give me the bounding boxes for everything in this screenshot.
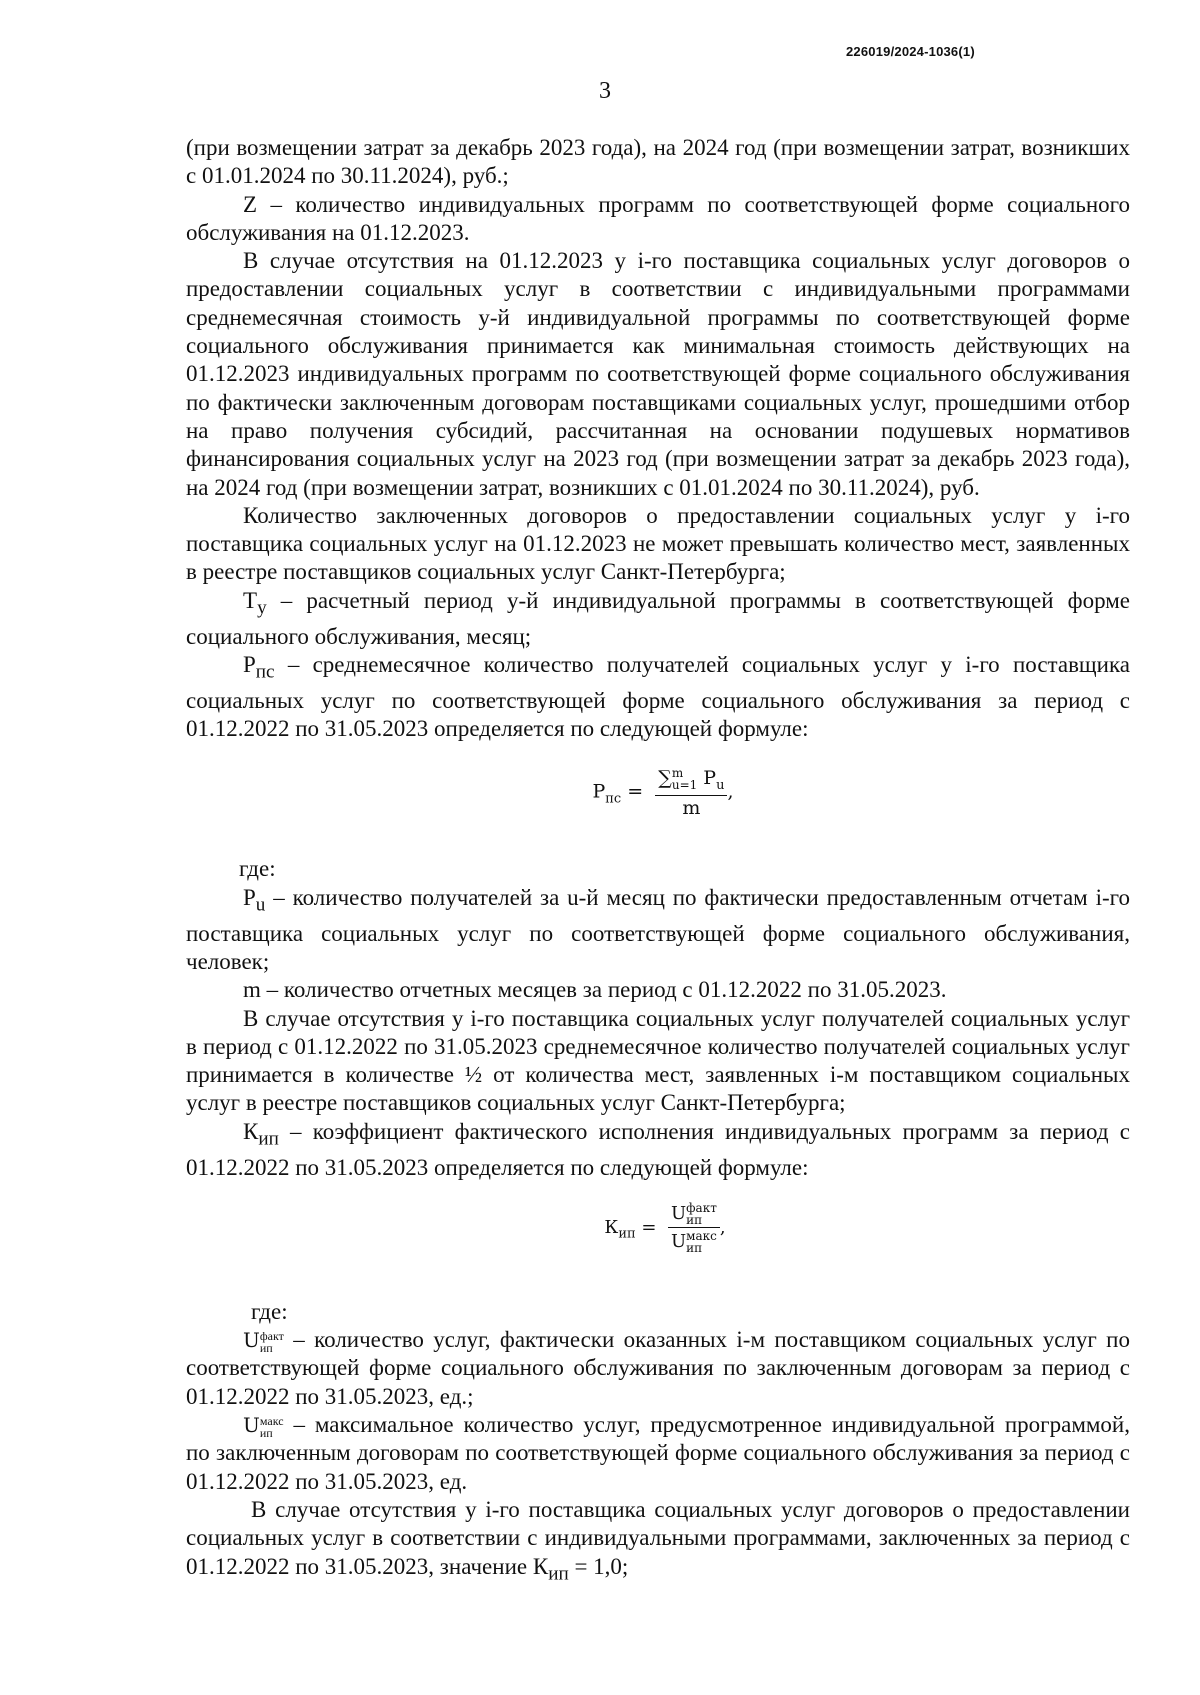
symbol-k-ip: К: [243, 1118, 259, 1144]
symbol-k-ip-sub: ип: [258, 1128, 279, 1150]
formula1-denominator: m: [682, 796, 701, 819]
paragraph-10: [186, 1118, 1130, 1182]
formula2-den-symbol: U: [670, 1230, 687, 1252]
formula2-num-sub: ип: [686, 1212, 703, 1227]
formula2-fraction: [668, 1202, 720, 1254]
paragraph-1: (при возмещении затрат за декабрь 2023 года), на 2024 год (при возмещении затрат, возникших с 01.01.2024 по 30.11.2024), руб.;: [186, 135, 1130, 189]
formula1-sum-limits: [672, 767, 697, 791]
paragraph-6-text: – среднемесячное количество получателей социальных услуг у i-го поставщика социальных услуг по соответствующей форме социального обслуживания за период с 01.12.2022 по 31.05.2023 определяется по следующей формуле:: [186, 651, 1130, 742]
formula2-num-sup: факт: [686, 1200, 717, 1215]
paragraph-6: [186, 651, 1130, 743]
formula1-numerator: [655, 767, 727, 795]
formula1-lhs-sub: пс: [605, 791, 622, 807]
symbol-u-fact-indices: [260, 1330, 284, 1354]
formula-execution-coefficient: [186, 1202, 1130, 1264]
paragraph-13-text: В случае отсутствия у i-го поставщика социальных услуг договоров о предоставлении социальных услуг в соответствии с индивидуальными программами, заключенных за период с 01.12.2022 по 31.05.2023, значение К: [186, 1496, 1130, 1579]
formula1-sum-sign: ∑: [658, 767, 672, 790]
formula1-sum-upper: m: [671, 766, 684, 781]
symbol-u-fact: U: [243, 1328, 260, 1353]
paragraph-13-sub: ип: [548, 1563, 569, 1585]
paragraph-5: [186, 587, 1130, 651]
paragraph-2: Z – количество индивидуальных программ по соответствующей форме социального обслуживания на 01.12.2023.: [186, 191, 1130, 245]
formula2-lhs: К: [604, 1216, 619, 1238]
symbol-u-max: U: [243, 1413, 260, 1438]
paragraph-11-text: – количество услуг, фактически оказанных i-м поставщиком социальных услуг по соответствующей форме социального обслуживания по заключенным договорам за период с 01.12.2022 по 31.05.2023, ед.;: [186, 1327, 1130, 1409]
formula2-denominator: [668, 1228, 720, 1254]
symbol-t-sub: у: [257, 597, 267, 619]
paragraph-11: [186, 1326, 1130, 1411]
formula1-lhs: P: [592, 780, 606, 803]
formula2-den-indices: [686, 1230, 717, 1254]
formula2-equals: =: [635, 1216, 663, 1238]
where-label-1: где:: [239, 856, 276, 882]
formula2-numerator: [668, 1202, 720, 1228]
paragraph-5-text: – расчетный период у-й индивидуальной программы в соответствующей форме социального обслуживания, месяц;: [186, 587, 1130, 649]
symbol-p-ps: Р: [243, 651, 256, 677]
formula2-lhs-sub: ип: [618, 1226, 636, 1242]
formula2-num-symbol: U: [670, 1202, 687, 1224]
formula1-term-sub: u: [716, 778, 725, 794]
symbol-u-max-sub: ип: [259, 1425, 273, 1440]
formula2-num-indices: [686, 1202, 717, 1226]
formula2-den-sub: ип: [686, 1240, 703, 1255]
document-body: [186, 134, 1130, 1588]
paragraph-12: [186, 1411, 1130, 1496]
paragraph-8: m – количество отчетных месяцев за период с 01.12.2022 по 31.05.2023.: [243, 977, 947, 1003]
paragraph-9: В случае отсутствия у i-го поставщика социальных услуг получателей социальных услуг в период с 01.12.2022 по 31.05.2023 среднемесячное количество получателей социальных услуг принимается в количестве ½ от количества мест, заявленных i-м поставщиком социальных услуг в реестре поставщиков социальных услуг Санкт-Петербурга;: [186, 1005, 1130, 1116]
paragraph-7-text: – количество получателей за u-й месяц по фактически предоставленным отчетам i-го поставщика социальных услуг по соответствующей форме социального обслуживания, человек;: [186, 884, 1130, 974]
paragraph-13: [186, 1496, 1130, 1588]
formula1-equals: =: [621, 780, 650, 803]
formula1-tail: ,: [727, 780, 734, 803]
symbol-p-u-sub: u: [255, 894, 266, 916]
symbol-u-max-sup: макс: [259, 1413, 284, 1428]
formula1-fraction: [655, 767, 727, 818]
formula2-tail: ,: [719, 1216, 726, 1238]
symbol-t: Т: [243, 587, 258, 613]
symbol-u-fact-sub: ип: [259, 1340, 273, 1355]
paragraph-4: Количество заключенных договоров о предоставлении социальных услуг у i-го поставщика социальных услуг на 01.12.2023 не может превышать количество мест, заявленных в реестре поставщиков социальных услуг Санкт-Петербурга;: [186, 502, 1130, 585]
symbol-p-u: P: [243, 884, 256, 910]
paragraph-10-text: – коэффициент фактического исполнения индивидуальных программ за период с 01.12.2022 по 31.05.2023 определяется по следующей формуле:: [186, 1118, 1130, 1180]
formula-average-recipients: [186, 767, 1130, 823]
symbol-p-ps-sub: пс: [255, 661, 275, 683]
formula1-term: P: [697, 767, 717, 790]
where-label-2: где:: [251, 1298, 288, 1324]
formula1-sum-lower: u=1: [671, 778, 698, 793]
symbol-u-max-indices: [260, 1415, 284, 1439]
formula2-den-sup: макс: [686, 1228, 717, 1243]
paragraph-13-end: = 1,0;: [568, 1553, 629, 1579]
paragraph-12-text: – максимальное количество услуг, предусмотренное индивидуальной программой, по заключенным договорам по соответствующей форме социального обслуживания за период с 01.12.2022 по 31.05.2023, ед.: [186, 1412, 1130, 1494]
paragraph-3: В случае отсутствия на 01.12.2023 у i-го поставщика социальных услуг договоров о предоставлении социальных услуг в соответствии с индивидуальными программами среднемесячная стоимость у-й индивидуальной программы по соответствующей форме социального обслуживания принимается как минимальная стоимость действующих на 01.12.2023 индивидуальных программ по соответствующей форме социального обслуживания по фактически заключенным договорам поставщиками социальных услуг, прошедшими отбор на право получения субсидий, рассчитанная на основании подушевых нормативов финансирования социальных услуг на 2023 год (при возмещении затрат за декабрь 2023 года), на 2024 год (при возмещении затрат, возникших с 01.01.2024 по 30.11.2024), руб.: [186, 248, 1130, 500]
paragraph-7: [186, 884, 1130, 976]
document-number: 226019/2024-1036(1): [846, 44, 975, 59]
page-number: 3: [599, 78, 611, 104]
symbol-u-fact-sup: факт: [259, 1328, 284, 1343]
